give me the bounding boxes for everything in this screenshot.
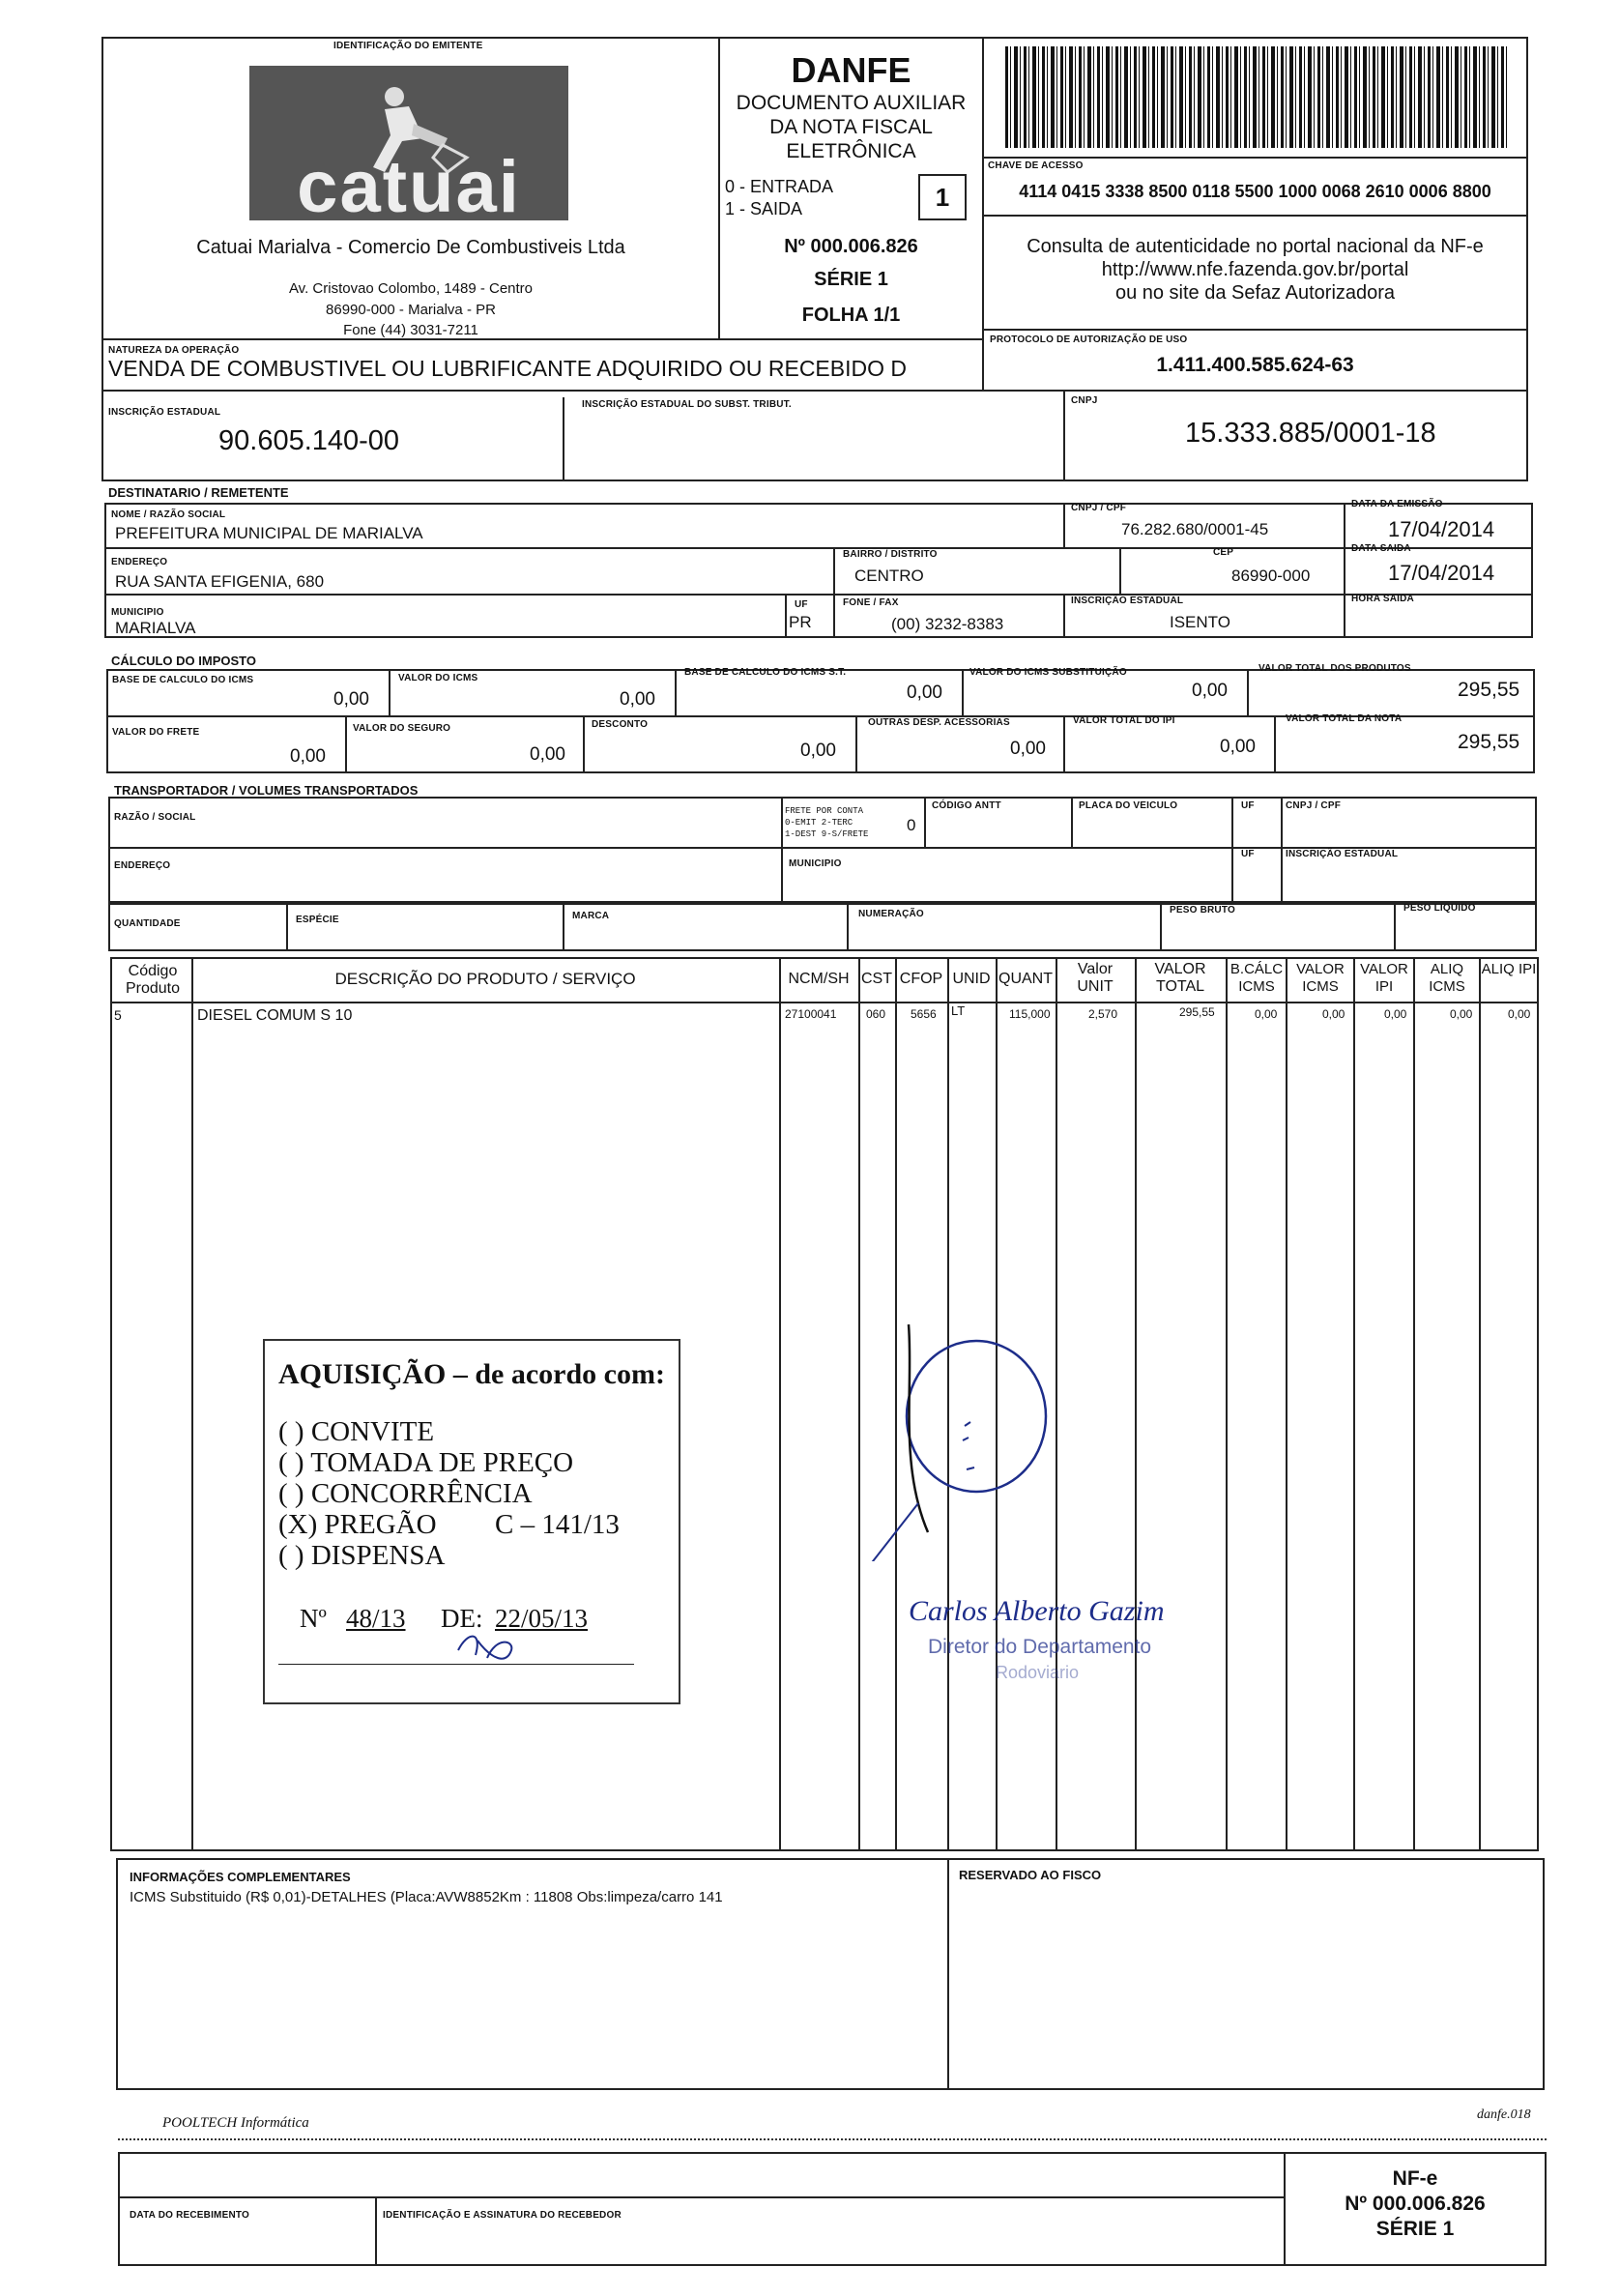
danfe-subtitle-1: DOCUMENTO AUXILIAR: [736, 92, 967, 114]
danfe-serie: SÉRIE 1: [814, 269, 888, 290]
col-descricao: DESCRIÇÃO DO PRODUTO / SERVIÇO: [334, 970, 636, 988]
ie-label: INSCRIÇÃO ESTADUAL: [108, 407, 221, 418]
col-valor-icms: VALOR ICMS: [1296, 961, 1345, 995]
row-codigo: 5: [114, 1007, 122, 1023]
danfe-saida: 1 - SAIDA: [725, 199, 803, 218]
assinatura-label: IDENTIFICAÇÃO E ASSINATURA DO RECEBEDOR: [383, 2210, 622, 2221]
stamp-num-label: Nº: [300, 1604, 327, 1633]
danfe-numero: Nº 000.006.826: [784, 236, 918, 257]
transp-frete-2: 0-EMIT 2-TERC: [785, 818, 853, 828]
col-aliq-icms: ALIQ ICMS: [1429, 961, 1465, 995]
row-valor-unit: 2,570: [1088, 1007, 1118, 1021]
stamp-title: AQUISIÇÃO – de acordo com:: [278, 1358, 665, 1390]
danfe-subtitle-3: ELETRÔNICA: [786, 140, 916, 162]
natureza-value: VENDA DE COMBUSTIVEL OU LUBRIFICANTE ADQUIRIDO OU RECEBIDO D: [108, 356, 908, 381]
emitente-name: Catuai Marialva - Comercio De Combustiveis Ltda: [196, 237, 625, 258]
outras: 0,00: [1010, 739, 1046, 759]
transp-frete-value: 0: [907, 816, 916, 834]
destinatario-section: DESTINATARIO / REMETENTE: [108, 485, 289, 500]
dest-municipio-label: MUNICIPIO: [111, 607, 164, 618]
consulta-line1: Consulta de autenticidade no portal nacional da NF-e: [1027, 236, 1484, 257]
row-ncm: 27100041: [785, 1007, 837, 1021]
dest-emissao-label: DATA DA EMISSÃO: [1351, 499, 1443, 509]
dest-bairro: CENTRO: [854, 567, 924, 585]
cnpj-value: 15.333.885/0001-18: [1185, 418, 1436, 449]
col-bc-icms: B.CÁLC ICMS: [1229, 961, 1284, 995]
dest-cnpj: 76.282.680/0001-45: [1121, 520, 1269, 538]
emitente-phone: Fone (44) 3031-7211: [343, 322, 478, 338]
signature-role1: Diretor do Departamento: [928, 1636, 1152, 1658]
volumes-box: [108, 903, 1537, 951]
dest-saida-label: DATA SAIDA: [1351, 543, 1411, 554]
dest-emissao: 17/04/2014: [1388, 517, 1495, 541]
desconto-label: DESCONTO: [592, 719, 649, 730]
chave-label: CHAVE DE ACESSO: [988, 160, 1084, 171]
footer-nfe: NF-e: [1392, 2167, 1438, 2190]
ipi-label: VALOR TOTAL DO IPI: [1073, 715, 1175, 726]
dest-nome-label: NOME / RAZÃO SOCIAL: [111, 509, 226, 520]
dest-cnpj-label: CNPJ / CPF: [1071, 503, 1127, 513]
bc-st: 0,00: [907, 683, 942, 703]
v-prod: 295,55: [1458, 679, 1520, 701]
v-prod-label: VALOR TOTAL DOS PRODUTOS: [1258, 663, 1411, 674]
dest-bairro-label: BAIRRO / DISTRITO: [843, 549, 938, 560]
consulta-line2: http://www.nfe.fazenda.gov.br/portal: [1101, 259, 1409, 280]
col-codigo: Código Produto: [125, 963, 181, 997]
vol-numeracao-label: NUMERAÇÃO: [858, 909, 924, 919]
footer-serie: SÉRIE 1: [1375, 2218, 1455, 2240]
col-valor-ipi: VALOR IPI: [1360, 961, 1408, 995]
row-aliq-icms: 0,00: [1450, 1007, 1473, 1021]
recebimento-label: DATA DO RECEBIMENTO: [130, 2210, 249, 2221]
row-cst: 060: [866, 1007, 886, 1021]
transportador-section: TRANSPORTADOR / VOLUMES TRANSPORTADOS: [114, 783, 419, 798]
frete-label: VALOR DO FRETE: [112, 727, 200, 738]
dest-cep: 86990-000: [1231, 567, 1311, 585]
consulta-line3: ou no site da Sefaz Autorizadora: [1114, 282, 1396, 304]
transp-uf2-label: UF: [1241, 849, 1255, 859]
stamp-num: 48/13: [346, 1604, 406, 1633]
fisco-label: RESERVADO AO FISCO: [959, 1868, 1102, 1882]
dest-cep-label: CEP: [1213, 547, 1234, 558]
ie-value: 90.605.140-00: [218, 425, 400, 456]
dest-nome: PREFEITURA MUNICIPAL DE MARIALVA: [115, 524, 423, 542]
dest-ie-label: INSCRIÇÃO ESTADUAL: [1071, 596, 1184, 606]
stamp-de-label: DE:: [441, 1604, 483, 1633]
row-bc-icms: 0,00: [1255, 1007, 1278, 1021]
dest-municipio: MARIALVA: [115, 619, 196, 637]
col-ncm: NCM/SH: [788, 971, 850, 987]
bc-st-label: BASE DE CALCULO DO ICMS S.T.: [684, 667, 847, 678]
outras-label: OUTRAS DESP. ACESSORIAS: [868, 717, 1010, 728]
transp-frete-1: FRETE POR CONTA: [785, 806, 864, 816]
footer-code: danfe.018: [1477, 2107, 1531, 2122]
transp-razao-label: RAZÃO / SOCIAL: [114, 812, 196, 823]
transp-cnpj-label: CNPJ / CPF: [1286, 800, 1342, 811]
dest-ie: ISENTO: [1170, 613, 1230, 631]
transp-municipio-label: MUNICIPIO: [789, 858, 842, 869]
danfe-tipo-box: 1: [918, 174, 967, 220]
nota-label: VALOR TOTAL DA NOTA: [1286, 713, 1403, 724]
cnpj-label: CNPJ: [1071, 395, 1098, 406]
nota: 295,55: [1458, 731, 1520, 753]
protocolo-value: 1.411.400.585.624-63: [1156, 354, 1354, 376]
protocolo-label: PROTOCOLO DE AUTORIZAÇÃO DE USO: [990, 334, 1188, 345]
row-descricao: DIESEL COMUM S 10: [197, 1007, 353, 1024]
bc-icms: 0,00: [333, 689, 369, 710]
destinatario-box: [104, 503, 1533, 638]
row-unid: LT: [951, 1003, 966, 1018]
emitente-cep-city: 86990-000 - Marialva - PR: [326, 302, 496, 318]
dest-endereco: RUA SANTA EFIGENIA, 680: [115, 572, 325, 591]
signature-name: Carlos Alberto Gazim: [909, 1595, 1165, 1627]
row-valor-icms: 0,00: [1322, 1007, 1345, 1021]
initials-signature-icon: [448, 1621, 526, 1679]
stamp-opt2: ( ) TOMADA DE PREÇO: [278, 1447, 574, 1478]
dest-uf: PR: [789, 613, 812, 631]
col-valor-unit: Valor UNIT: [1077, 961, 1114, 995]
dest-uf-label: UF: [795, 599, 808, 610]
seguro: 0,00: [530, 744, 565, 765]
natureza-label: NATUREZA DA OPERAÇÃO: [108, 345, 240, 356]
stamp-opt1: ( ) CONVITE: [278, 1416, 435, 1447]
barcode: [1005, 46, 1508, 148]
v-st-label: VALOR DO ICMS SUBSTITUIÇÃO: [969, 667, 1127, 678]
danfe-entrada: 0 - ENTRADA: [725, 177, 834, 196]
vol-especie-label: ESPÉCIE: [296, 915, 339, 925]
aquisicao-stamp: [263, 1339, 680, 1704]
danfe-folha: FOLHA 1/1: [801, 305, 901, 326]
chave-value: 4114 0415 3338 8500 0118 5500 1000 0068 2610 0006 8800: [1019, 182, 1491, 201]
informacoes-label: INFORMAÇÕES COMPLEMENTARES: [130, 1870, 351, 1884]
ie-st-label: INSCRIÇÃO ESTADUAL DO SUBST. TRIBUT.: [582, 399, 792, 410]
dest-endereco-label: ENDEREÇO: [111, 557, 168, 567]
row-valor-ipi: 0,00: [1384, 1007, 1407, 1021]
v-icms: 0,00: [620, 689, 655, 710]
col-cfop: CFOP: [899, 971, 943, 987]
dest-fone: (00) 3232-8383: [891, 615, 1004, 633]
stamp-opt3: ( ) CONCORRÊNCIA: [278, 1478, 533, 1509]
vol-qtd-label: QUANTIDADE: [114, 918, 181, 929]
bc-icms-label: BASE DE CALCULO DO ICMS: [112, 675, 254, 685]
col-valor-total: VALOR TOTAL: [1154, 961, 1206, 995]
col-quant: QUANT: [998, 971, 1053, 987]
stamp-opt5: ( ) DISPENSA: [278, 1540, 446, 1571]
transp-placa-label: PLACA DO VEICULO: [1079, 800, 1178, 811]
v-st: 0,00: [1192, 681, 1228, 701]
stamp-opt4: (X) PREGÃO: [278, 1509, 437, 1540]
ipi: 0,00: [1220, 737, 1256, 757]
danfe-title: DANFE: [791, 50, 911, 90]
row-quant: 115,000: [1009, 1007, 1051, 1021]
imposto-section: CÁLCULO DO IMPOSTO: [111, 654, 256, 668]
row-cfop: 5656: [911, 1007, 937, 1021]
vol-bruto-label: PESO BRUTO: [1170, 905, 1235, 915]
col-cst: CST: [861, 971, 892, 987]
signature-stamp-icon: [822, 1310, 1131, 1561]
emitente-address: Av. Cristovao Colombo, 1489 - Centro: [288, 280, 534, 297]
row-valor-total: 295,55: [1179, 1005, 1215, 1019]
logo-text: catuai: [297, 146, 521, 228]
dest-hora-label: HORA SAIDA: [1351, 594, 1414, 604]
danfe-subtitle-2: DA NOTA FISCAL: [769, 116, 933, 138]
row-aliq-ipi: 0,00: [1508, 1007, 1531, 1021]
transp-ie-label: INSCRIÇÃO ESTADUAL: [1286, 849, 1399, 859]
company-logo: [249, 66, 568, 228]
dest-fone-label: FONE / FAX: [843, 597, 899, 608]
stamp-opt4-ref: C – 141/13: [495, 1509, 620, 1540]
v-icms-label: VALOR DO ICMS: [398, 673, 478, 683]
transp-frete-3: 1-DEST 9-S/FRETE: [785, 829, 869, 839]
stamp-date: 22/05/13: [495, 1604, 589, 1633]
vol-liquido-label: PESO LIQUIDO: [1403, 903, 1476, 914]
vol-marca-label: MARCA: [572, 911, 610, 921]
cut-line: [118, 2138, 1547, 2140]
col-aliq-ipi: ALIQ IPI: [1481, 961, 1537, 977]
desconto: 0,00: [800, 741, 836, 761]
signature-role2: Rodoviario: [996, 1663, 1080, 1682]
frete: 0,00: [290, 746, 326, 767]
transp-endereco-label: ENDEREÇO: [114, 860, 171, 871]
transp-antt-label: CÓDIGO ANTT: [932, 800, 1001, 811]
transp-uf-label: UF: [1241, 800, 1255, 811]
footer-brand: POOLTECH Informática: [162, 2115, 309, 2131]
emitente-section-label: IDENTIFICAÇÃO DO EMITENTE: [333, 41, 483, 51]
informacoes-text: ICMS Substituido (R$ 0,01)-DETALHES (Placa:AVW8852Km : 11808 Obs:limpeza/carro 141: [130, 1889, 723, 1905]
footer-numero: Nº 000.006.826: [1345, 2193, 1486, 2215]
seguro-label: VALOR DO SEGURO: [353, 723, 451, 734]
dest-saida: 17/04/2014: [1388, 561, 1495, 585]
col-unid: UNID: [952, 971, 991, 987]
